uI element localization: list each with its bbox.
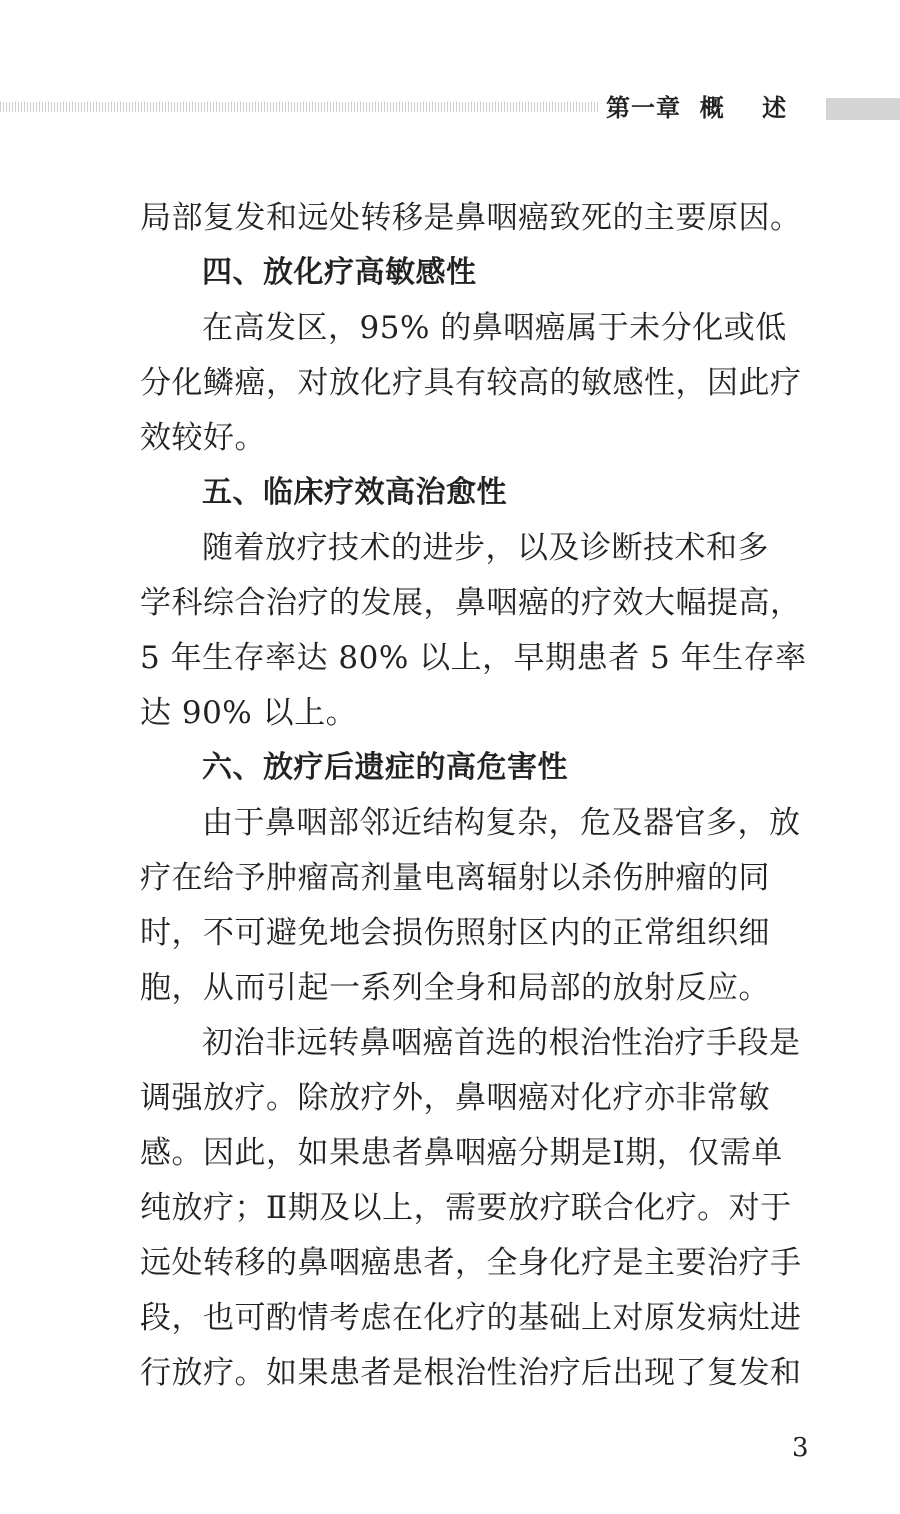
body-line: 时，不可避免地会损伤照射区内的正常组织细 — [140, 915, 770, 951]
body-line: 纯放疗；Ⅱ期及以上，需要放疗联合化疗。对于 — [140, 1190, 792, 1226]
body-line: 调强放疗。除放疗外，鼻咽癌对化疗亦非常敏 — [140, 1080, 770, 1116]
chapter-header-title: 第一章 概 述 — [606, 94, 788, 122]
body-line: 达 90% 以上。 — [140, 695, 358, 731]
body-line: 行放疗。如果患者是根治性治疗后出现了复发和 — [140, 1355, 802, 1391]
body-line: 胞，从而引起一系列全身和局部的放射反应。 — [140, 970, 770, 1006]
body-line: 分化鳞癌，对放化疗具有较高的敏感性，因此疗 — [140, 365, 802, 401]
body-line: 效较好。 — [140, 420, 266, 456]
body-line: 远处转移的鼻咽癌患者，全身化疗是主要治疗手 — [140, 1245, 802, 1281]
body-line: 由于鼻咽部邻近结构复杂，危及器官多，放 — [202, 805, 801, 841]
section-heading-six: 六、放疗后遗症的高危害性 — [202, 750, 568, 785]
header-gray-tab — [826, 98, 900, 120]
page-number: 3 — [792, 1433, 809, 1463]
body-line: 感。因此，如果患者鼻咽癌分期是Ⅰ期，仅需单 — [140, 1135, 783, 1171]
body-line: 随着放疗技术的进步，以及诊断技术和多 — [202, 530, 769, 566]
body-line: 5 年生存率达 80% 以上，早期患者 5 年生存率 — [140, 640, 807, 676]
body-line: 在高发区，95% 的鼻咽癌属于未分化或低 — [202, 310, 787, 346]
body-line: 局部复发和远处转移是鼻咽癌致死的主要原因。 — [140, 200, 802, 236]
section-heading-five: 五、临床疗效高治愈性 — [202, 475, 507, 510]
body-line: 学科综合治疗的发展，鼻咽癌的疗效大幅提高， — [140, 585, 802, 621]
section-heading-four: 四、放化疗高敏感性 — [202, 255, 477, 290]
body-line: 段，也可酌情考虑在化疗的基础上对原发病灶进 — [140, 1300, 802, 1336]
body-line: 疗在给予肿瘤高剂量电离辐射以杀伤肿瘤的同 — [140, 860, 770, 896]
header-dotted-rule — [0, 102, 598, 112]
body-line: 初治非远转鼻咽癌首选的根治性治疗手段是 — [202, 1025, 801, 1061]
